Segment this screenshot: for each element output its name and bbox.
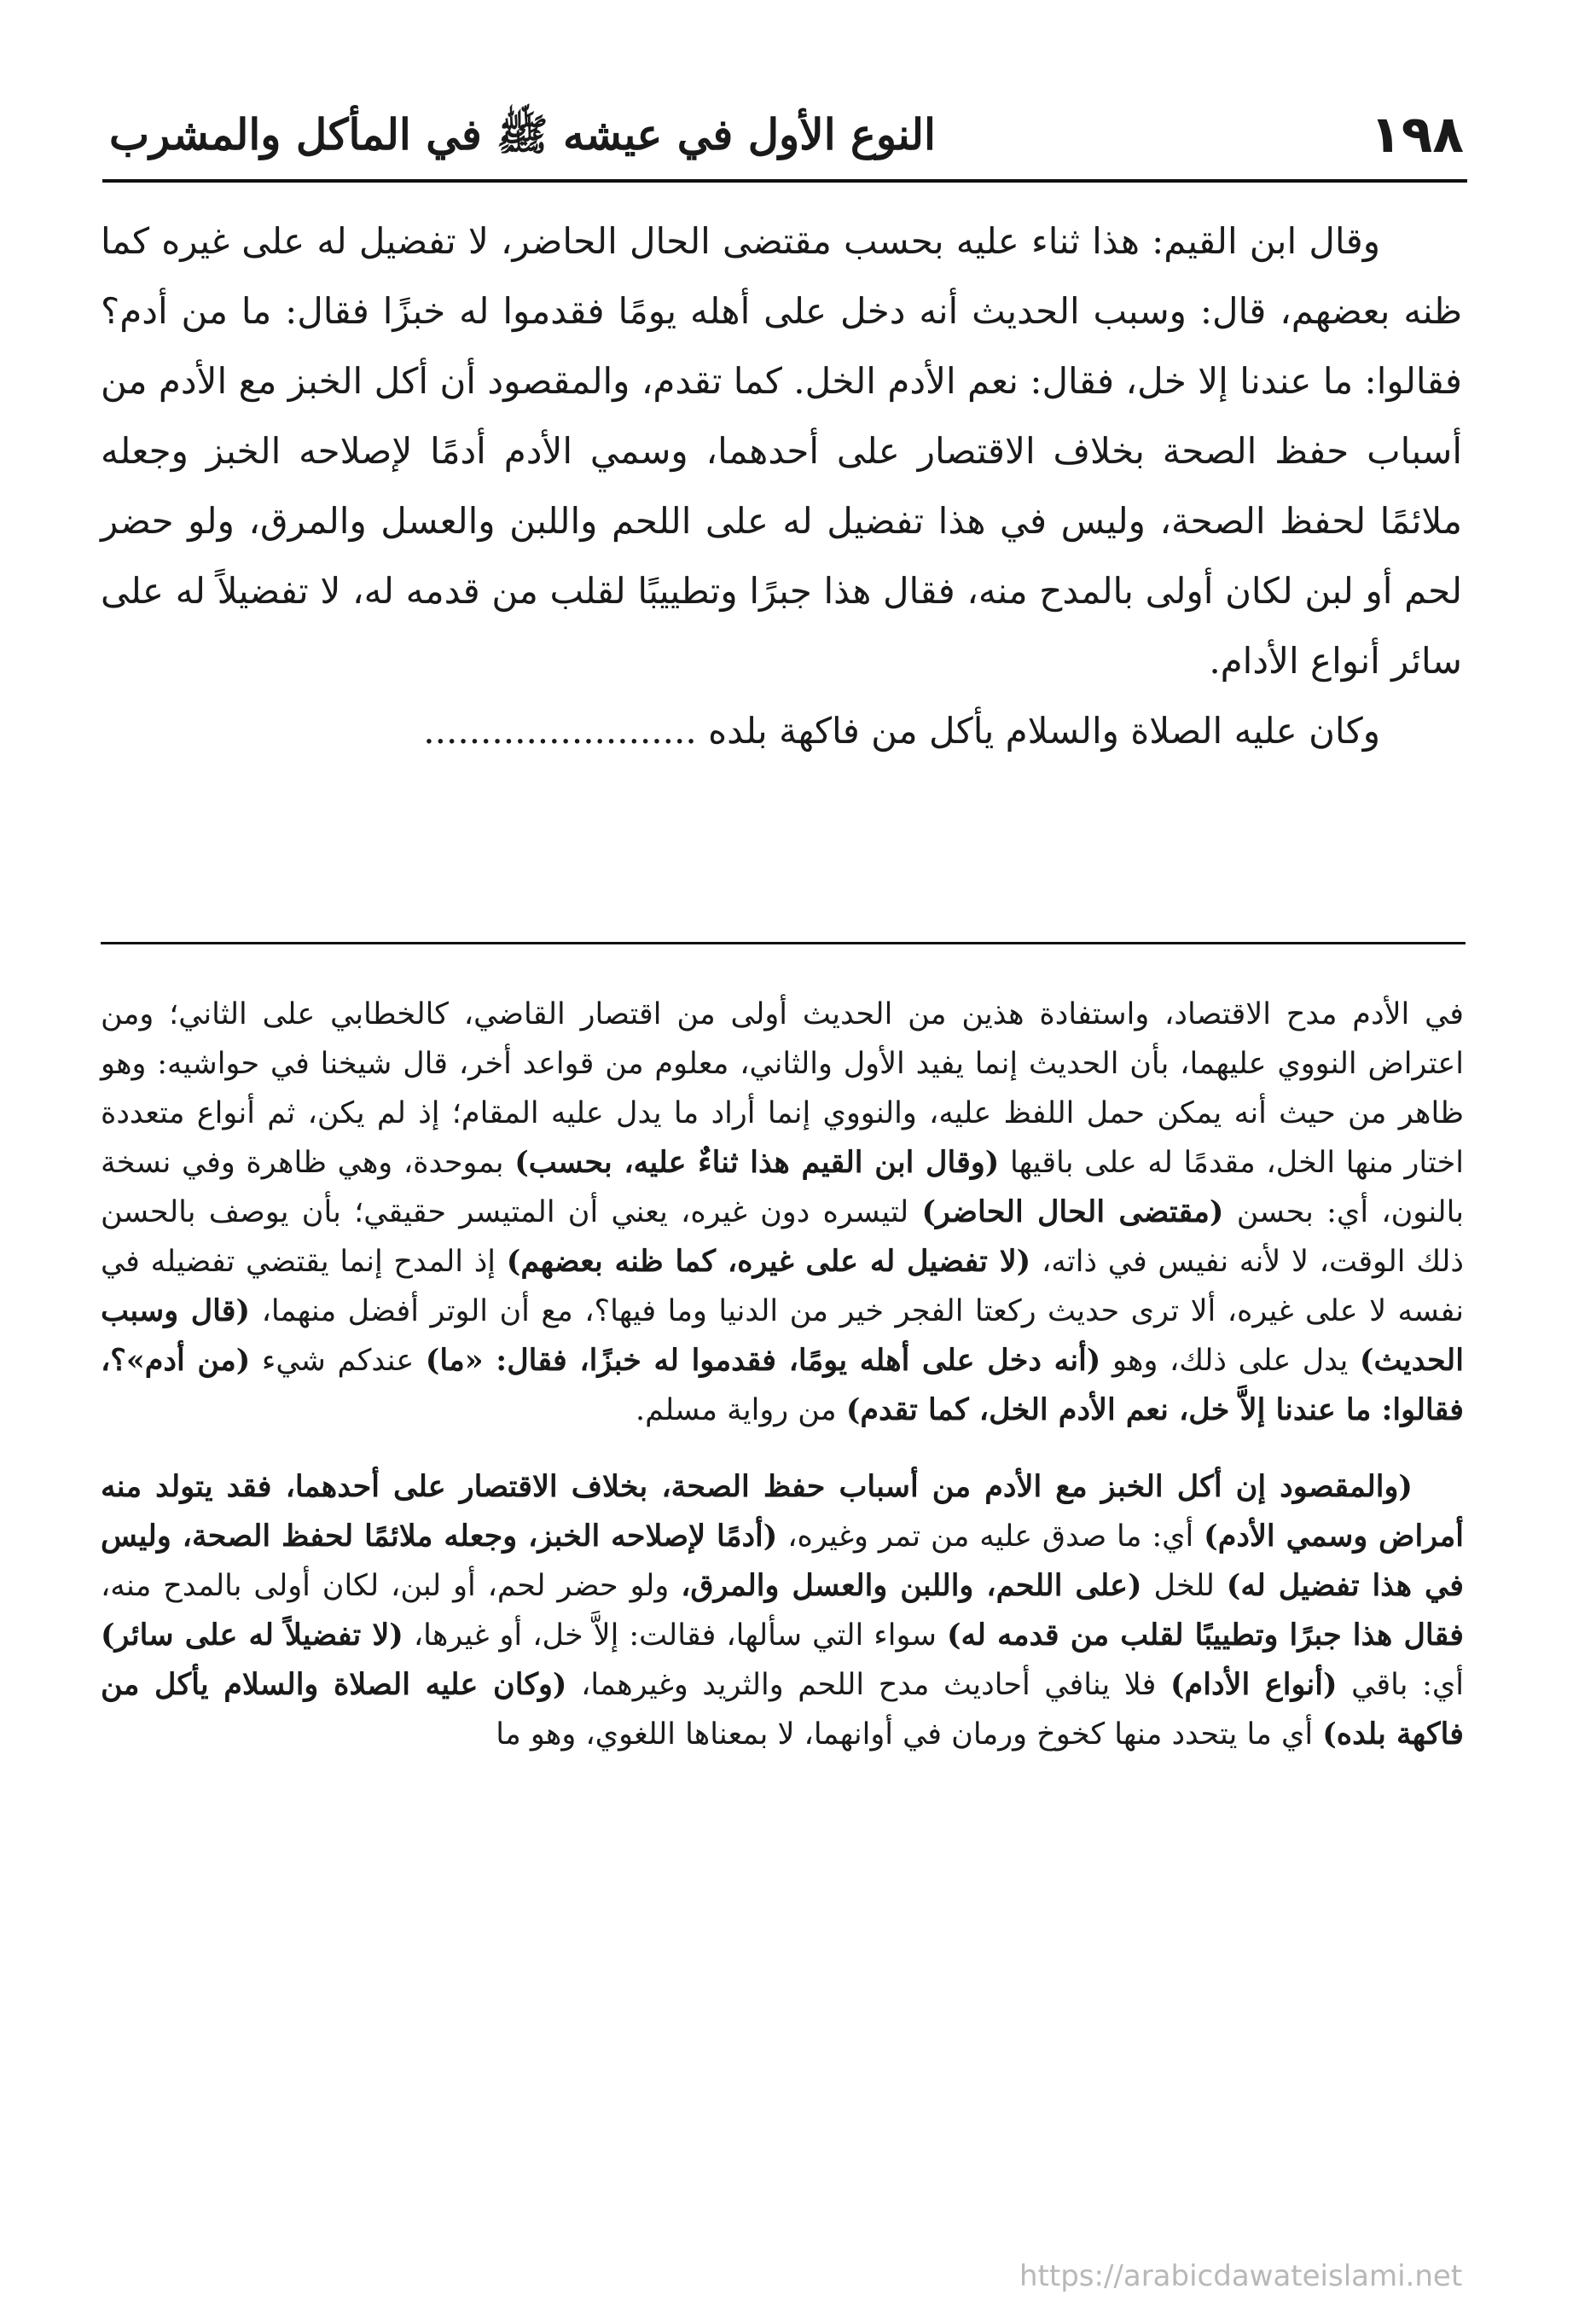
commentary-segment: فلا ينافي أحاديث مدح اللحم والثريد وغيرهما، bbox=[581, 1668, 1157, 1702]
quoted-matn: (على اللحم، واللبن والعسل والمرق، bbox=[681, 1568, 1142, 1603]
quoted-matn: (أدمًا لإصلاحه الخبز، وجعله ملائمًا لحفظ الصحة، وليس في هذا تفضيل له) bbox=[101, 1519, 1464, 1603]
page-number: ١٩٨ bbox=[1370, 105, 1464, 165]
ellipsis-dots: ........................ bbox=[423, 710, 697, 752]
commentary-segment: من رواية مسلم. bbox=[636, 1393, 837, 1427]
matn-line-text: وكان عليه الصلاة والسلام يأكل من فاكهة بلده bbox=[708, 710, 1380, 752]
quoted-matn: (قال وسبب الحديث) bbox=[101, 1293, 1464, 1378]
commentary-segment: لتيسره دون غيره، يعني أن المتيسر حقيقي؛ بأن يوصف بالحسن ذلك الوقت، لا لأنه نفيس في ذاته، bbox=[101, 1195, 1464, 1279]
source-watermark: https://arabicdawateislami.net bbox=[1019, 2259, 1463, 2293]
commentary-segment: ولو حضر لحم، أو لبن، لكان أولى بالمدح منه، bbox=[101, 1569, 670, 1603]
commentary-text bbox=[101, 990, 1464, 1759]
header-rule bbox=[102, 179, 1467, 183]
commentary-segment: أي: باقي bbox=[1351, 1668, 1464, 1702]
quoted-matn: (من أدم»؟، فقالوا: ما عندنا إلاَّ خل، نعم الأدم الخل، كما تقدم) bbox=[101, 1343, 1464, 1427]
quoted-matn: (أنواع الأدام) bbox=[1170, 1667, 1338, 1702]
page-header bbox=[109, 101, 1464, 169]
commentary-segment: في الأدم مدح الاقتصاد، واستفادة هذين من الحديث أولى من اقتصار القاضي، كالخطابي على الثاني؛ ومن اعتراض النووي عليهما، بأن الحديث إنما يفيد الأول والثاني، معلوم من قواعد أخر، قال شيخنا في حواشيه: وهو ظاهر من حيث أنه يمكن حمل اللفظ عليه، والنووي إنما أراد ما يدل عليه المقام؛ إذ لم يكن، ثم أنواع متعددة اختار منها الخل، مقدمًا له على باقيها bbox=[101, 997, 1464, 1180]
footnote-separator bbox=[101, 942, 1466, 944]
commentary-segment: بموحدة، وهي ظاهرة وفي نسخة بالنون، أي: بحسن bbox=[101, 1146, 1465, 1229]
commentary-segment: سواء التي سألها، فقالت: إلاَّ خل، أو غيرها، bbox=[413, 1618, 937, 1653]
commentary-paragraph bbox=[101, 990, 1464, 1435]
main-text bbox=[101, 206, 1462, 766]
quoted-matn: (أنه دخل على أهله يومًا، فقدموا له خبزًا، فقال: «ما) bbox=[425, 1343, 1101, 1378]
quoted-matn: (لا تفضيلاً له على سائر) bbox=[101, 1618, 403, 1653]
matn-paragraph: وقال ابن القيم: هذا ثناء عليه بحسب مقتضى الحال الحاضر، لا تفضيل له على غيره كما ظنه بعضهم، قال: وسبب الحديث أنه دخل على أهله يومًا فقدموا له خبزًا فقال: ما من أدم؟ فقالوا: ما عندنا إلا خل، فقال: نعم الأدم الخل. كما تقدم، والمقصود أن أكل الخبز مع الأدم من أسباب حفظ الصحة بخلاف الاقتصار على أحدهما، وسمي الأدم أدمًا لإصلاحه الخبز وجعله ملائمًا لحفظ الصحة، وليس في هذا تفضيل له على اللحم واللبن والعسل والمرق، ولو حضر لحم أو لبن لكان أولى بالمدح منه، فقال هذا جبرًا وتطييبًا لقلب من قدمه له، لا تفضيلاً له على سائر أنواع الأدام. bbox=[101, 220, 1462, 682]
quoted-matn: (وقال ابن القيم هذا ثناءٌ عليه، بحسب) bbox=[514, 1145, 1000, 1180]
quoted-matn: (والمقصود إن أكل الخبز مع الأدم من أسباب حفظ الصحة، بخلاف الاقتصار على أحدهما، فقد يتولد منه أمراض وسمي الأدم) bbox=[101, 1469, 1464, 1554]
quoted-matn: (وكان عليه الصلاة والسلام يأكل من فاكهة بلده) bbox=[101, 1667, 1464, 1752]
matn-paragraph-continued bbox=[101, 696, 1462, 766]
quoted-matn: (مقتضى الحال الحاضر) bbox=[921, 1194, 1224, 1229]
quoted-matn: (لا تفضيل له على غيره، كما ظنه بعضهم) bbox=[506, 1244, 1031, 1279]
commentary-segment: أي ما يتحدد منها كخوخ ورمان في أوانهما، لا بمعناها اللغوي، وهو ما bbox=[496, 1717, 1314, 1752]
commentary-segment: أي: ما صدق عليه من تمر وغيره، bbox=[787, 1519, 1194, 1554]
commentary-segment: للخل bbox=[1153, 1569, 1215, 1603]
commentary-segment: يدل على ذلك، وهو bbox=[1112, 1344, 1349, 1378]
commentary-segment: إذ المدح إنما يقتضي تفضيله في نفسه لا على غيره، ألا ترى حديث ركعتا الفجر خير من الدنيا وما فيها؟، مع أن الوتر أفضل منهما، bbox=[101, 1245, 1464, 1328]
quoted-matn: فقال هذا جبرًا وتطييبًا لقلب من قدمه له) bbox=[946, 1618, 1464, 1653]
commentary-segment: عندكم شيء bbox=[261, 1344, 415, 1378]
commentary-paragraph bbox=[101, 1462, 1464, 1759]
running-title: النوع الأول في عيشه ﷺ في المأكل والمشرب bbox=[109, 109, 936, 160]
